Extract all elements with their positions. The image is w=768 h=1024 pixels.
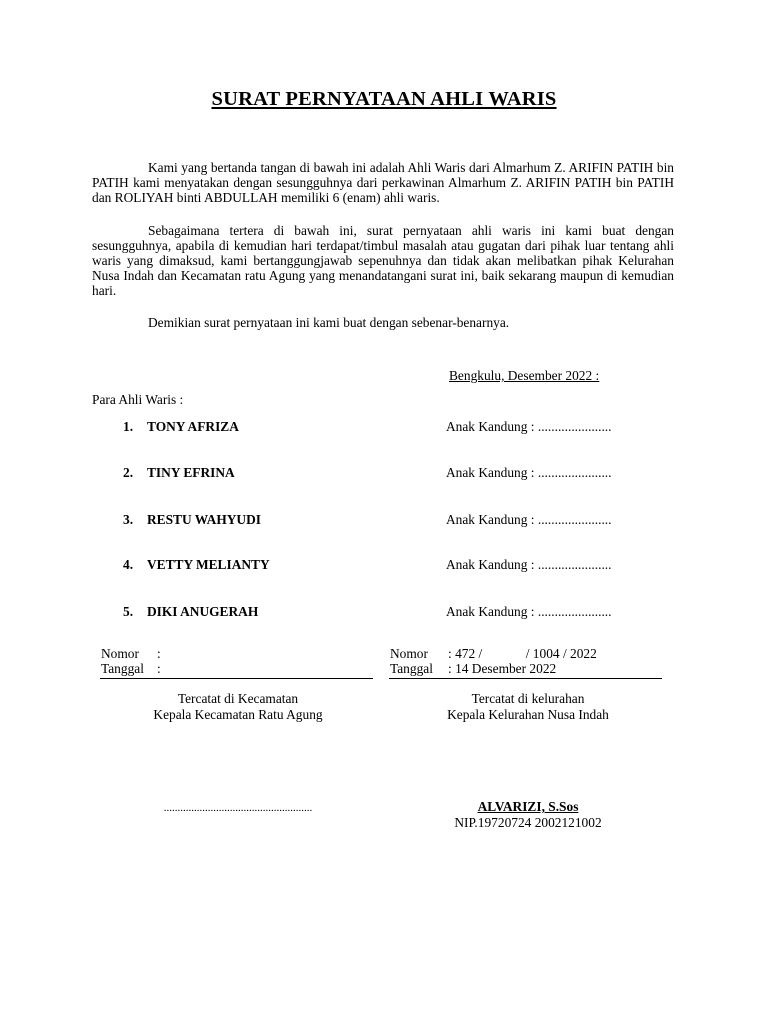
right-nomor-value: : 472 / / 1004 / 2022	[448, 646, 597, 661]
right-sign-line1: Tercatat di kelurahan	[471, 691, 585, 706]
left-tanggal-label: Tanggal	[101, 661, 144, 676]
right-sign-line2: Kepala Kelurahan Nusa Indah	[447, 707, 609, 722]
heir-relation: Anak Kandung : ......................	[446, 465, 612, 480]
left-nomor-value: :	[157, 646, 161, 661]
heir-name: 1. TONY AFRIZA	[123, 419, 239, 434]
document-title: SURAT PERNYATAAN AHLI WARIS	[211, 88, 557, 110]
heir-relation: Anak Kandung : ......................	[446, 604, 612, 619]
heir-name: 5. DIKI ANUGERAH	[123, 604, 259, 619]
heir-relation: Anak Kandung : ......................	[446, 419, 612, 434]
heir-name: 4. VETTY MELIANTY	[123, 557, 270, 572]
left-register-rule	[100, 678, 373, 679]
paragraph-intro: Kami yang bertanda tangan di bawah ini adalah Ahli Waris dari Almarhum Z. ARIFIN PATIH bin PATIH kami menyatakan dengan sesungguhnya dari perkawinan Almarhum Z. ARIFIN PATIH bin PATIH dan ROLIYAH binti ABDULLAH memiliki 6 (enam) ahli waris.	[92, 160, 674, 205]
right-sign-nip: NIP.19720724 2002121002	[454, 815, 602, 830]
right-tanggal-value: : 14 Desember 2022	[448, 661, 557, 676]
left-tanggal-value: :	[157, 661, 161, 676]
place-date: Bengkulu, Desember 2022 :	[449, 368, 600, 383]
left-sign-name: ......................................................	[163, 802, 313, 814]
right-tanggal-label: Tanggal	[390, 661, 433, 676]
heir-name: 3. RESTU WAHYUDI	[123, 512, 261, 527]
heir-name: 2. TINY EFRINA	[123, 465, 235, 480]
heirs-label: Para Ahli Waris :	[92, 392, 184, 407]
right-register-rule	[389, 678, 662, 679]
left-nomor-label: Nomor	[101, 646, 139, 661]
left-sign-line1: Tercatat di Kecamatan	[177, 691, 299, 706]
heir-relation: Anak Kandung : ......................	[446, 512, 612, 527]
left-sign-line2: Kepala Kecamatan Ratu Agung	[153, 707, 323, 722]
right-sign-name: ALVARIZI, S.Sos	[477, 799, 579, 814]
heir-relation: Anak Kandung : ......................	[446, 557, 612, 572]
paragraph-statement: Sebagaimana tertera di bawah ini, surat pernyataan ahli waris ini kami buat dengan sesungguhnya, apabila di kemudian hari terdapat/timbul masalah atau gugatan dari pihak luar tentang ahli waris yang dimaksud, kami bertanggungjawab sepenuhnya dan tidak akan melibatkan pihak Kelurahan Nusa Indah dan Kecamatan ratu Agung yang menandatangani surat ini, baik sekarang maupun di kemudian hari.	[92, 223, 674, 298]
paragraph-closing: Demikian surat pernyataan ini kami buat dengan sebenar-benarnya.	[148, 315, 510, 330]
right-nomor-label: Nomor	[390, 646, 428, 661]
